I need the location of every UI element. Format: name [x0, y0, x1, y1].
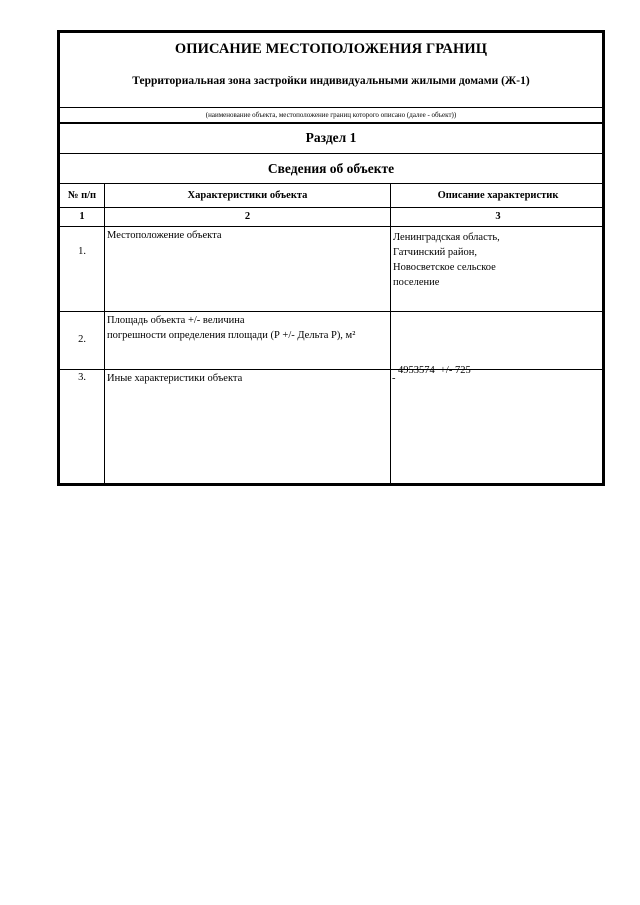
- row-description: [392, 371, 396, 386]
- description-line: Гатчинский район,: [393, 247, 477, 258]
- divider: [60, 226, 602, 227]
- object-caption: (наименование объекта, местоположение границ которого описано (далее - объект)): [205, 111, 457, 119]
- description-line: Новосветское сельское: [393, 262, 496, 273]
- document-title: ОПИСАНИЕ МЕСТОПОЛОЖЕНИЯ ГРАНИЦ: [174, 41, 488, 57]
- row-characteristic: [107, 228, 222, 243]
- divider: [60, 207, 602, 208]
- characteristic-line: Площадь объекта +/- величина: [107, 315, 245, 326]
- column-number: 1: [79, 211, 85, 222]
- description-line: 4953574 +/- 725: [398, 365, 471, 376]
- characteristic-line: погрешности определения площади (Р +/- Дельта Р), м²: [107, 330, 356, 341]
- row-description: [398, 333, 471, 408]
- divider: [60, 183, 602, 184]
- section-title: Сведения об объекте: [267, 161, 395, 176]
- header-num: № п/п: [67, 190, 97, 201]
- row-num: 2.: [78, 334, 86, 345]
- document-frame: [57, 30, 605, 486]
- characteristic-line: Местоположение объекта: [107, 230, 222, 241]
- header-description: Описание характеристик: [437, 190, 559, 201]
- row-characteristic: [107, 371, 242, 386]
- document-subtitle: Территориальная зона застройки индивидуальными жилыми домами (Ж-1): [132, 75, 530, 87]
- column-number: 3: [495, 211, 501, 222]
- divider: [60, 311, 602, 312]
- header-characteristic: Характеристики объекта: [187, 190, 308, 201]
- section-heading: Раздел 1: [305, 130, 357, 145]
- column-divider: [390, 183, 391, 486]
- description-line: поселение: [393, 277, 440, 288]
- row-characteristic: [107, 313, 355, 343]
- column-number: 2: [244, 211, 251, 222]
- divider: [60, 369, 602, 370]
- column-divider: [104, 183, 105, 486]
- row-num: 1.: [78, 246, 86, 257]
- divider: [60, 107, 602, 108]
- divider: [60, 122, 602, 124]
- description-line: -: [392, 373, 396, 384]
- divider: [60, 153, 602, 154]
- description-line: Ленинградская область,: [393, 232, 500, 243]
- characteristic-line: Иные характеристики объекта: [107, 373, 243, 384]
- row-description: [393, 230, 500, 290]
- row-num: 3.: [78, 372, 86, 383]
